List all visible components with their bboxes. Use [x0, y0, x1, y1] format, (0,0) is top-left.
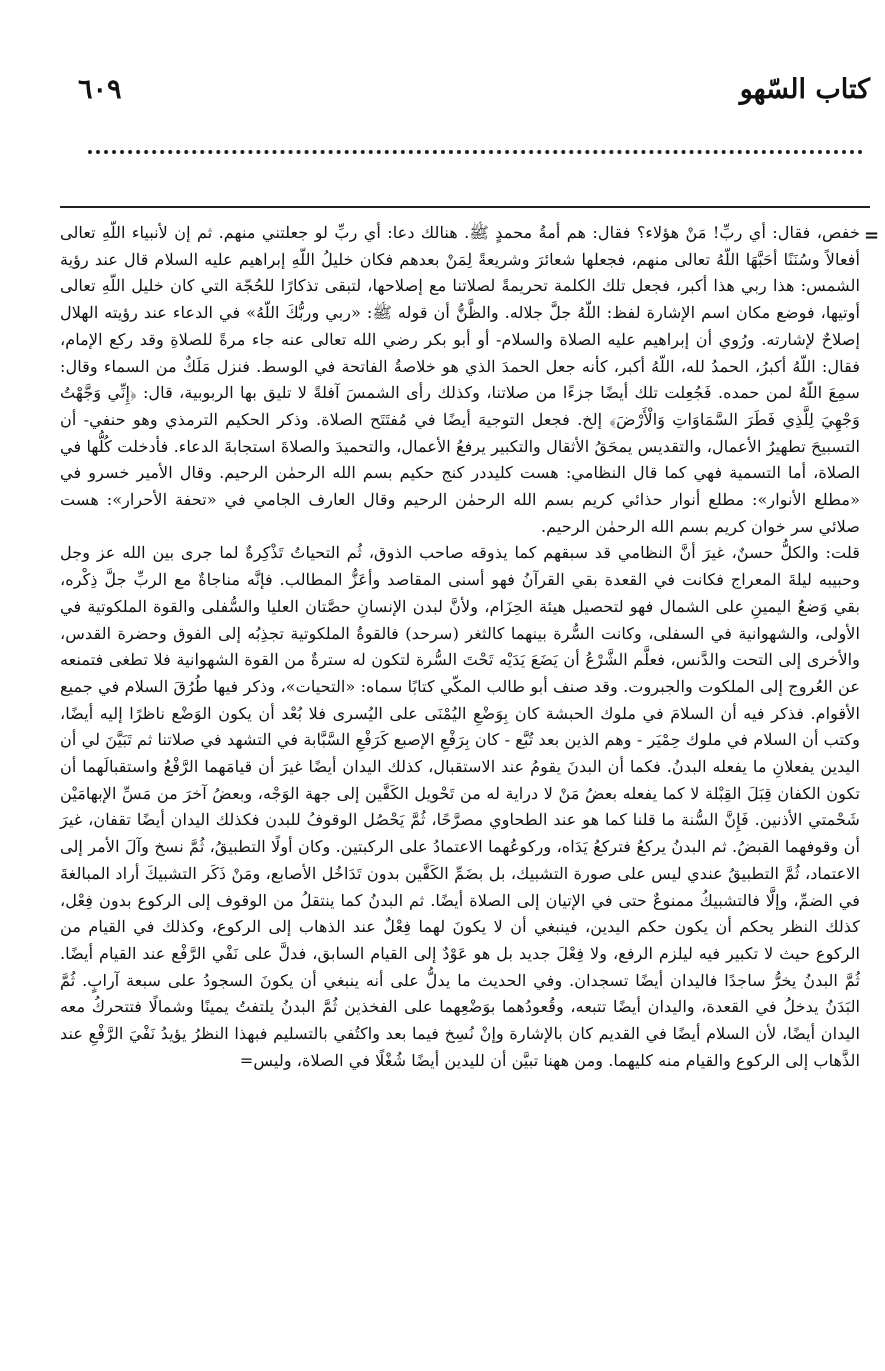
footnote-rule — [60, 206, 870, 208]
page-number: ٦٠٩ — [78, 74, 122, 105]
continuation-mark: = — [864, 225, 880, 246]
footnote-body — [60, 220, 860, 1075]
paragraph: خفص، فقال: أي ربِّ! مَنْ هؤلاء؟ فقال: هم أمةُ محمدٍ ﷺ. هنالك دعا: أي ربِّ لو جعلتني منهم. ثم إن لأنبياء اللّهِ تعالى أفعالاً وسُنَنًا أحَبَّهَا اللّهُ تعالى منهم، فجعلها شعائرَ وشريعةً لِمَنْ بعدهم فكان خليلُ اللّهِ إبراهيم عليه السلام قال عند رؤية الشمس: هذا ربي هذا أكبر، فجعل تلك الكلمة تحريمةً لصلاتنا مع إصلاحها، لتبقى تذكارًا للحُجّة التي كان خليل اللّهِ تعالى أوتيها، فوضع مكان اسم الإشارة لفظ: اللّهُ جلَّ جلاله. والظَّنُّ أن قوله ﷺ: «ربي وربُّكَ اللّهُ» في الدعاء عند رؤيته الهلال إصلاحٌ لإشارته. ورُوي أن إبراهيم عليه الصلاة والسلام- أو أبو بكر رضي الله تعالى عنه جاء مرةً للصلاةِ وقد ركع الإمام، فقال: اللّهُ أكبرُ، الحمدُ لله، اللّهُ أكبر، كأنه جعل الحمدَ الذي هو خلاصةُ الفاتحة في الوسط. فنزل مَلَكٌ من السماء وقال: سمِعَ اللّهُ لمن حمده. فَجُعِلت تلك أيضًا جزءًا من صلاتنا، وكذلك رأى الشمسَ آفلةً لا تليق بها الربوبية، قال: ﴿إِنِّي وَجَّهْتُ وَجْهِيَ لِلَّذِي فَطَرَ السَّمَاوَاتِ وَالْأَرْضَ﴾ إلخ. فجعل التوجيهَ أيضًا في مُفتَتَح الصلاة. وذكر الحكيم الترمذي وهو حنفي- أن التسبيحَ تطهيرُ الأعمال، والتقديس يمحَقُ الأثقال والتكبير يرفعُ الأعمال، والتحميدَ والصلاةَ استجابةَ الدعاء. فأدخلت كُلُّها في الصلاة، أما التسمية فهي كما قال النظامي: هست كليددر كنج حكيم بسم الله الرحمٰن الرحيم. وقال الأمير خسرو في «مطلع الأنوار»: مطلع أنوار حذائي كريم بسم الله الرحمٰن الرحيم وقال العارف الجامي في «تحفة الأحرار»: هست صلائي سر خوان كريم بسم الله الرحمٰن الرحيم. — [60, 223, 860, 536]
dotted-separator — [88, 150, 863, 154]
paragraph: قلت: والكلُّ حسنٌ، غيرَ أنَّ النظامي قد سبقهم كما يذوقه صاحب الذوق، ثُم التحياتُ تَذْكِرةٌ لما جرى بين الله عز وجل وحبيبه ليلةَ المعراج فكانت في القعدة بقي القرآنُ فهو أسنى المقاصد وأعَزُّ المطالب. فإنَّه مناجاةٌ مع الربِّ جلَّ ذِكْره، بقي وَضعُ اليمينِ على الشمال فهو لتحصيل هيئة الحِزَام، ولأنَّ لبدن الإنسانِ حصَّتان العليا والسُّفلى والقوة الملكوتية في الأولى، والشهوانية في السفلى، وكانت السُّرة بينهما كالثغر (سرحد) فالقوةُ الملكوتية تجذِبُه إلى الفوق وحضرة القدس، والأخرى إلى التحت والدَّنس، فعلَّم الشَّرْعُ أن يَضَعَ يَدَيْه تَحْتَ السُّرة لتكون له سترةٌ من القوة الشهوانية فلا تطغى فتمنعه عن العُروج إلى الملكوت والجبروت. وقد صنف أبو طالب المكّي كتابًا سماه: «التحيات»، وذكر فيها طُرُقَ السلام في جميع الأقوام. فذكر فيه أن السلامَ في ملوك الحبشة كان بِوَضْعِ اليُمْنَى على اليُسرى فلا بُعْد أن يكون الوَضْع ناظرًا إليه أيضًا، وكتب أن السلام في ملوك حِمْيَر - وهم الذين بعد تُبَّع - كان بِرَفْعِ الإصبع كَرَفْعِ السَّبَّابة في التشهد في صلاتنا ثم تَبَيَّنَ لي أن اليدين يفعلانِ ما يفعله البدنُ. فكما أن البدنَ يقومُ عند الاستقبال، كذلك اليدان أيضًا غيرَ أن قيامَهما الرَّفْعُ واستقبالَهما أن تكون الكفان قِبَلَ القِبْلة لا كما يفعله بعضُ مَنْ لا دراية له من تَحْويل الكَفَّين إلى جهة الوَجْه، وبعضُ آخرَ من مَسِّ الإبهامَيْن شَحْمتي الأذنين. فَإِنَّ السُّنة ما قلنا كما هو عند الطحاوي مصرَّحًا، ثُمَّ يَحْصُل الوقوفُ للبدن فكذلك اليدان أيضًا تقفان، غيرَ أن وقوفهما القبضُ. ثم البدنُ يركعُ فتركعُ يَدَاه، وركوعُهما الاعتمادُ على الركبتين. وكان أولًا التطبيقُ، ثُمَّ نسخ وآلَ الأمر إلى الاعتماد، ثُمَّ التطبيقُ عندي ليس على صورة التشبيك، بل بضَمِّ الكَفَّين بدون تَدَاخُل الأصابع، ومَنْ ذَكَر التشبيكَ أراد المبالغةَ في الضمِّ، وإلَّا فالتشبيكُ ممنوعٌ حتى في الإتيان إلى الصلاة أيضًا. ثم البدنُ كما ينتقلُ من الوقوف إلى الركوع بدون فِعْل، كذلك النظر يحكم أن يكون حكم اليدين، فينبغي أن لا يكونَ لهما فِعْلٌ عند الذهاب إلى الركوع، وكذلك في القيام من الركوع حيث لا تكبير فيه ليلزم الرفع، ولا فِعْلَ جديد بل هو عَوْدٌ إلى القيام السابق، فدلَّ على نَفْي الرَّفْع عند القيام أيضًا. ثُمَّ البدنُ يخرُّ ساجدًا فاليدان أيضًا تسجدان. وفي الحديث ما يدلُّ على أنه ينبغي أن يكونَ السجودُ على سبعة آرابٍ. ثُمَّ البَدَنُ يدخلُ في القعدة، واليدان أيضًا تتبعه، وقُعودُهما بوَضْعِهما على الفخذين ثُمَّ البدنُ يلتفتُ يمينًا وشمالًا فتتحركُ معه اليدان أيضًا، لأن السلام أيضًا في القديم كان بالإشارة وإنْ نُسِخ فيما بعد واكتُفي بالتسليم فبهذا النظرُ يؤيدُ نَفْيَ الرَّفْعِ عند الذَّهاب إلى الركوع والقيام منه كليهما. ومن ههنا تبيَّن أن لليدين أيضًا شُغْلًا في الصلاة، وليس= — [60, 543, 860, 1070]
page-header — [60, 60, 870, 120]
running-title: كتاب السّهو — [739, 74, 870, 105]
